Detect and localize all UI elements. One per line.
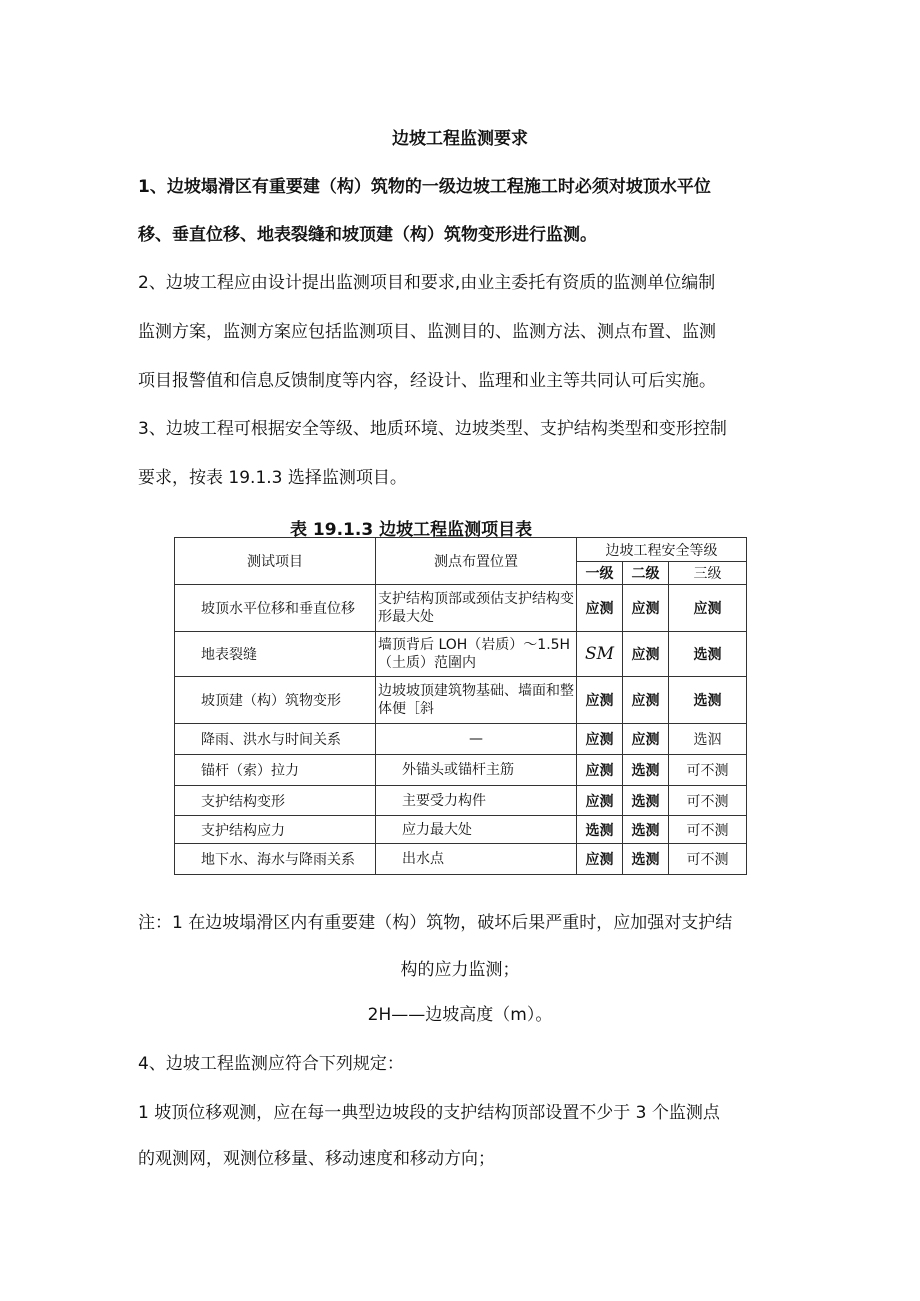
table-row: [175, 724, 747, 755]
paragraph-2-line-1: 2、边坡工程应由设计提出监测项目和要求,由业主委托有资质的监测单位编制: [138, 273, 716, 293]
row-item: 坡顶建（构）筑物变形: [175, 677, 376, 724]
paragraph-1-line-1: 1、边坡塌滑区有重要建（构）筑物的一级边坡工程施工时必须对坡顶水平位: [138, 177, 711, 197]
row-grade-1: SM: [577, 632, 623, 677]
row-item: 地表裂缝: [175, 632, 376, 677]
row-position: 应力最大处: [376, 816, 577, 844]
row-grade-1: 选测: [577, 816, 623, 844]
header-grade-1: 一级: [577, 562, 623, 585]
row-grade-2: 应测: [623, 585, 669, 632]
table-row: [175, 632, 747, 677]
paragraph-2-line-2: 监测方案，监测方案应包括监测项目、监测目的、监测方法、测点布置、监测: [138, 322, 716, 342]
row-item: 支护结构变形: [175, 786, 376, 816]
note-line-3: 2H——边坡高度（m）。: [367, 1005, 553, 1025]
row-position: 出水点: [376, 844, 577, 875]
row-grade-2: 选测: [623, 755, 669, 786]
row-grade-3: 选测: [669, 632, 747, 677]
note-line-1: 注：1 在边坡塌滑区内有重要建（构）筑物，破坏后果严重时，应加强对支护结: [138, 913, 733, 933]
row-item: 支护结构应力: [175, 816, 376, 844]
row-position: 外锚头或锚杆主筋: [376, 755, 577, 786]
table-row: [175, 585, 747, 632]
header-grade-3: 三级: [669, 562, 747, 585]
page-title: 边坡工程监测要求: [392, 129, 528, 149]
row-grade-2: 选测: [623, 844, 669, 875]
row-item: 锚杆（索）拉力: [175, 755, 376, 786]
row-grade-1: 应测: [577, 786, 623, 816]
row-grade-1: 应测: [577, 585, 623, 632]
table-header-row: [175, 538, 747, 562]
paragraph-2-line-3: 项目报警值和信息反馈制度等内容，经设计、监理和业主等共同认可后实施。: [138, 371, 716, 391]
row-grade-2: 选测: [623, 786, 669, 816]
row-grade-3: 选测: [669, 677, 747, 724]
row-grade-2: 应测: [623, 724, 669, 755]
monitoring-table: [174, 537, 747, 875]
row-item: 坡顶水平位移和垂直位移: [175, 585, 376, 632]
header-grade-2: 二级: [623, 562, 669, 585]
row-grade-2: 选测: [623, 816, 669, 844]
row-position: 主要受力构件: [376, 786, 577, 816]
header-item: 测试项目: [175, 538, 376, 585]
row-position: 支护结构顶部或颈估支护结构变形最大处: [376, 585, 577, 632]
paragraph-5-line-2: 的观测网，观测位移量、移动速度和移动方向；: [138, 1149, 495, 1169]
header-grade: 边坡工程安全等级: [577, 538, 747, 562]
paragraph-3-line-1: 3、边坡工程可根据安全等级、地质环境、边坡类型、支护结构类型和变形控制: [138, 419, 727, 439]
table-row: [175, 816, 747, 844]
row-grade-3: 可不测: [669, 844, 747, 875]
row-item: 降雨、洪水与时间关系: [175, 724, 376, 755]
note-line-2: 构的应力监测；: [400, 960, 520, 980]
table-row: [175, 677, 747, 724]
paragraph-3-line-2: 要求，按表 19.1.3 选择监测项目。: [138, 468, 407, 488]
row-grade-1: 应测: [577, 755, 623, 786]
row-grade-1: 应测: [577, 677, 623, 724]
paragraph-1-line-2: 移、垂直位移、地表裂缝和坡顶建（构）筑物变形进行监测。: [138, 225, 597, 245]
row-grade-3: 应测: [669, 585, 747, 632]
row-grade-1: 应测: [577, 724, 623, 755]
row-grade-2: 应测: [623, 632, 669, 677]
row-grade-2: 应测: [623, 677, 669, 724]
row-grade-3: 选泅: [669, 724, 747, 755]
row-position: 边坡坡顶建筑物基础、墙面和整体便［斜: [376, 677, 577, 724]
table-row: [175, 755, 747, 786]
row-item: 地下水、海水与降雨关系: [175, 844, 376, 875]
table-row: [175, 786, 747, 816]
row-position: —: [376, 724, 577, 755]
paragraph-5-line-1: 1 坡顶位移观测，应在每一典型边坡段的支护结构顶部设置不少于 3 个监测点: [138, 1103, 720, 1123]
table-row: [175, 844, 747, 875]
row-grade-3: 可不测: [669, 816, 747, 844]
header-position: 测点布置位置: [376, 538, 577, 585]
row-position: 墙顶背后 LOH（岩质）～1.5H（土质）范圍内: [376, 632, 577, 677]
paragraph-4-line-1: 4、边坡工程监测应符合下列规定：: [138, 1054, 404, 1074]
table-title: 表 19.1.3 边坡工程监测项目表: [290, 520, 533, 540]
row-grade-3: 可不测: [669, 786, 747, 816]
row-grade-1: 应测: [577, 844, 623, 875]
row-grade-3: 可不测: [669, 755, 747, 786]
